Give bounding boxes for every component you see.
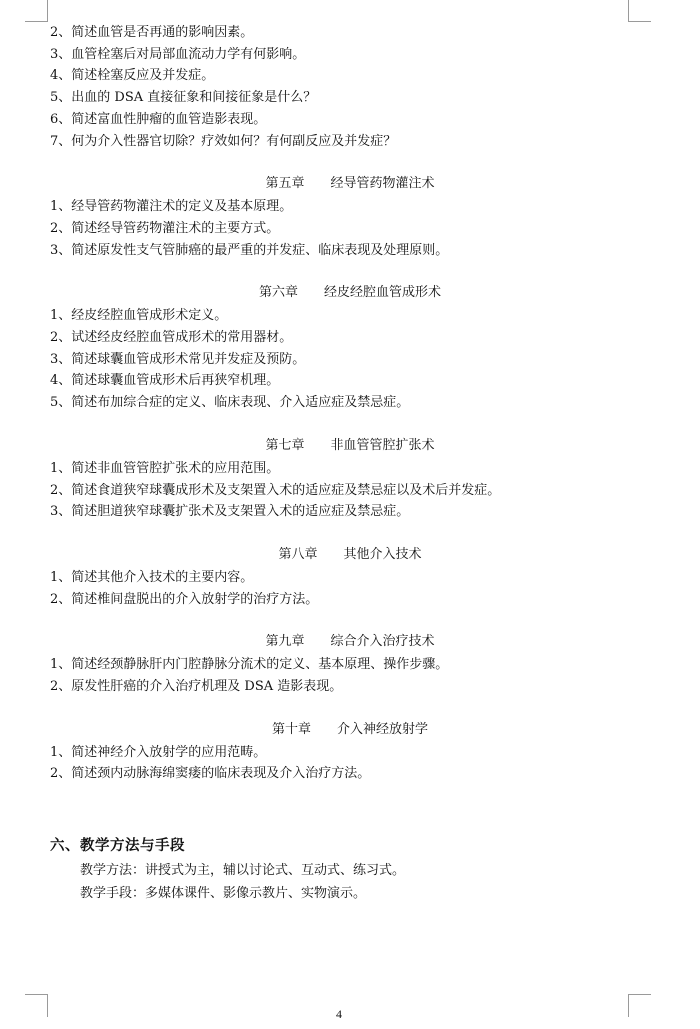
question-item: 4、简述球囊血管成形术后再狭窄机理。 bbox=[50, 373, 280, 389]
chapter-heading: 第八章 其他介入技术 bbox=[278, 546, 422, 562]
question-item: 7、何为介入性器官切除？疗效如何？有何副反应及并发症？ bbox=[50, 133, 397, 149]
question-item: 1、经皮经腔血管成形术定义。 bbox=[50, 308, 228, 324]
chapter-5 bbox=[50, 174, 650, 261]
question-item: 6、简述富血性肿瘤的血管造影表现。 bbox=[50, 111, 267, 127]
question-item: 3、简述原发性支气管肺癌的最严重的并发症、临床表现及处理原则。 bbox=[50, 242, 449, 258]
chapter-heading: 第十章 介入神经放射学 bbox=[271, 721, 428, 737]
question-item: 3、血管栓塞后对局部血流动力学有何影响。 bbox=[50, 46, 306, 62]
chapter-heading: 第七章 非血管管腔扩张术 bbox=[265, 437, 435, 453]
question-item: 3、简述球囊血管成形术常见并发症及预防。 bbox=[50, 351, 306, 367]
question-item: 2、原发性肝癌的介入治疗机理及 DSA 造影表现。 bbox=[50, 679, 343, 695]
teaching-means-text: 教学手段：多媒体课件、影像示教片、实物演示。 bbox=[80, 886, 367, 902]
page-number: 4 bbox=[336, 1007, 342, 1021]
question-item: 5、出血的 DSA 直接征象和间接征象是什么？ bbox=[50, 90, 317, 106]
chapter-heading: 第五章 经导管药物灌注术 bbox=[265, 176, 435, 192]
question-item: 5、简述布加综合症的定义、临床表现、介入适应症及禁忌症。 bbox=[50, 395, 410, 411]
teaching-method-text: 教学方法：讲授式为主，辅以讨论式、互动式、练习式。 bbox=[80, 863, 406, 879]
page-content bbox=[50, 22, 650, 905]
chapter-heading: 第九章 综合介入治疗技术 bbox=[265, 634, 435, 650]
chapter-8 bbox=[50, 545, 650, 610]
question-item: 2、简述食道狭窄球囊成形术及支架置入术的适应症及禁忌症以及术后并发症。 bbox=[50, 482, 501, 498]
question-item: 1、简述非血管管腔扩张术的应用范围。 bbox=[50, 460, 280, 476]
question-item: 4、简述栓塞反应及并发症。 bbox=[50, 68, 215, 84]
question-item: 3、简述胆道狭窄球囊扩张术及支架置入术的适应症及禁忌症。 bbox=[50, 504, 410, 520]
section-title: 六、教学方法与手段 bbox=[50, 838, 185, 855]
chapter-7 bbox=[50, 436, 650, 523]
chapter-10 bbox=[50, 720, 650, 785]
question-item: 1、经导管药物灌注术的定义及基本原理。 bbox=[50, 199, 293, 215]
crop-mark-top-left bbox=[25, 0, 48, 22]
crop-mark-top-right bbox=[628, 0, 651, 22]
chapter-6 bbox=[50, 283, 650, 414]
question-item: 1、简述经颈静脉肝内门腔静脉分流术的定义、基本原理、操作步骤。 bbox=[50, 657, 449, 673]
chapter-heading: 第六章 经皮经腔血管成形术 bbox=[258, 285, 441, 301]
intro-question-list bbox=[50, 22, 650, 152]
teaching-methods-section bbox=[50, 835, 650, 905]
question-item: 2、简述经导管药物灌注术的主要方式。 bbox=[50, 220, 280, 236]
question-item: 1、简述神经介入放射学的应用范畴。 bbox=[50, 744, 267, 760]
chapter-9 bbox=[50, 632, 650, 697]
question-item: 2、简述颈内动脉海绵窦瘘的临床表现及介入治疗方法。 bbox=[50, 766, 371, 782]
question-item: 2、试述经皮经腔血管成形术的常用器材。 bbox=[50, 330, 293, 346]
question-item: 2、简述血管是否再通的影响因素。 bbox=[50, 25, 254, 40]
question-item: 2、简述椎间盘脱出的介入放射学的治疗方法。 bbox=[50, 591, 319, 607]
question-item: 1、简述其他介入技术的主要内容。 bbox=[50, 569, 254, 585]
